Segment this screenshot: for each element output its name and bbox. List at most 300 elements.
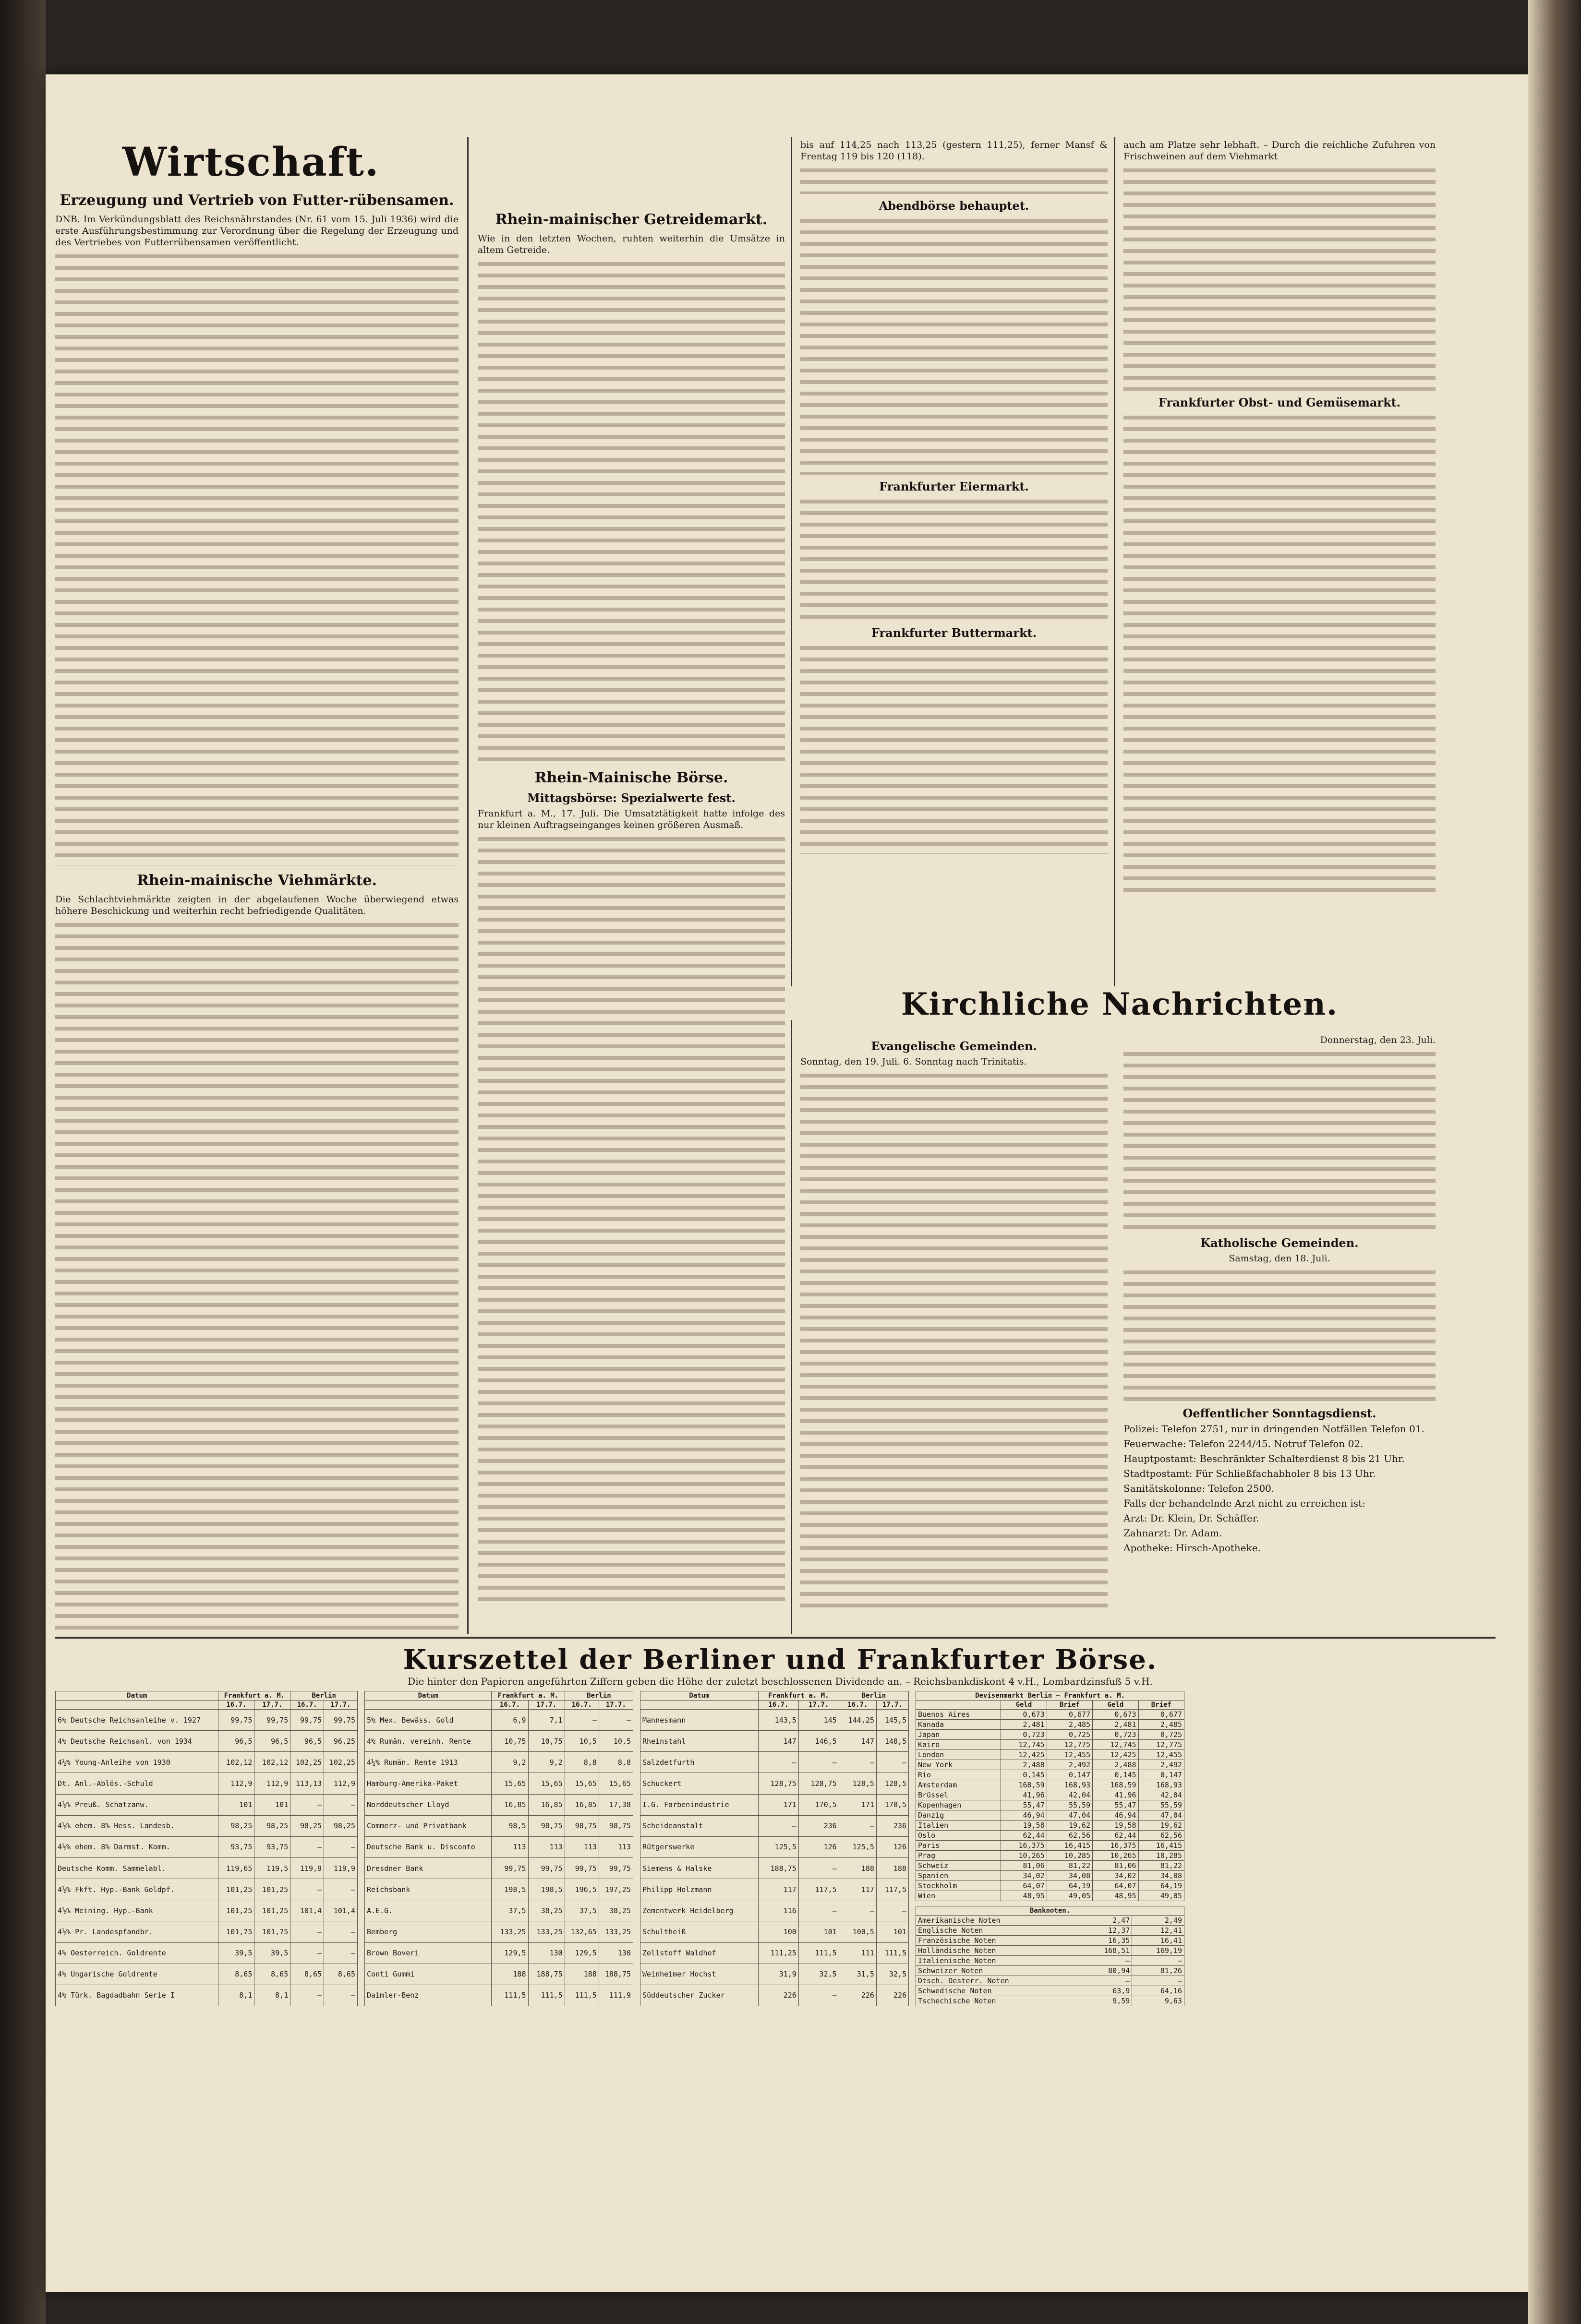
quote-value: 99,75 — [324, 1710, 358, 1731]
quote-value: 96,5 — [218, 1731, 254, 1752]
table-row — [640, 1710, 909, 1731]
quote-value: 188,75 — [599, 1964, 633, 1985]
security-name: Rio — [916, 1770, 1001, 1780]
col-ffm: Frankfurt a. M. — [758, 1691, 839, 1701]
quote-value: 129,5 — [492, 1942, 528, 1964]
col-berlin: Berlin — [290, 1691, 358, 1701]
quote-value: 98,75 — [565, 1815, 599, 1836]
quote-value: 101,25 — [254, 1879, 290, 1900]
quote-value: — — [1080, 1976, 1132, 1986]
quote-value: — — [324, 1921, 358, 1942]
quote-value: 10,5 — [565, 1731, 599, 1752]
quote-value: 41,96 — [1093, 1790, 1138, 1800]
quote-value: 101,4 — [324, 1900, 358, 1921]
quote-value: 2,481 — [1001, 1720, 1047, 1730]
security-name: A.E.G. — [365, 1900, 492, 1921]
quote-value: 10,285 — [1138, 1851, 1184, 1861]
church-date: Sonntag, den 19. Juli. 6. Sonntag nach Trinitatis. — [800, 1056, 1027, 1067]
security-name: 4½% ehem. 8% Darmst. Komm. — [56, 1836, 218, 1857]
quote-value: 98,25 — [290, 1815, 324, 1836]
quote-value: 132,65 — [565, 1921, 599, 1942]
quote-value: 98,5 — [492, 1815, 528, 1836]
quote-value: 133,25 — [528, 1921, 565, 1942]
security-name: Schweiz — [916, 1861, 1001, 1871]
quote-value: 81,06 — [1001, 1861, 1047, 1871]
quote-value: — — [1132, 1976, 1184, 1986]
table-row — [365, 1921, 633, 1942]
quote-value: 10,265 — [1001, 1851, 1047, 1861]
article-title: Abendbörse behauptet. — [879, 199, 1029, 213]
security-name: Spanien — [916, 1871, 1001, 1881]
quote-value: 188 — [492, 1964, 528, 1985]
table-row — [916, 1916, 1184, 1926]
church-listing-text — [1123, 1267, 1436, 1402]
quote-value: 0,147 — [1047, 1770, 1092, 1780]
quote-value: 171 — [839, 1794, 876, 1815]
quote-value: 12,745 — [1093, 1740, 1138, 1750]
service-hauptpostamt: Hauptpostamt: Beschränkter Schalterdienst 8 bis 21 Uhr. — [1123, 1453, 1405, 1464]
quote-value: 34,02 — [1093, 1871, 1138, 1881]
security-name: Deutsche Komm. Sammelabl. — [56, 1857, 218, 1879]
security-name: Schwedische Noten — [916, 1986, 1080, 1996]
quote-value: 16,85 — [565, 1794, 599, 1815]
table-row — [916, 1851, 1184, 1861]
quote-value: 145 — [798, 1710, 839, 1731]
table-row — [640, 1731, 909, 1752]
quote-value: 101,75 — [218, 1921, 254, 1942]
security-name: 4½% Preuß. Schatzanw. — [56, 1794, 218, 1815]
quote-value: 102,25 — [324, 1752, 358, 1773]
table-row — [56, 1836, 358, 1857]
quote-value: 188 — [839, 1857, 876, 1879]
security-name: 4½% Meining. Hyp.-Bank — [56, 1900, 218, 1921]
security-name: Zellstoff Waldhof — [640, 1942, 759, 1964]
table-row — [916, 1810, 1184, 1821]
quote-value: 16,35 — [1080, 1936, 1132, 1946]
quote-value: 111,5 — [492, 1985, 528, 2006]
quote-value: 198,5 — [528, 1879, 565, 1900]
quote-value: 99,75 — [254, 1710, 290, 1731]
quote-value: 0,723 — [1001, 1730, 1047, 1740]
table-row — [56, 1710, 358, 1731]
quote-value: 10,285 — [1047, 1851, 1092, 1861]
table-row — [916, 1841, 1184, 1851]
quote-value: 111 — [839, 1942, 876, 1964]
quote-value: 113,13 — [290, 1773, 324, 1794]
quote-value: 130 — [599, 1942, 633, 1964]
devisen-col — [916, 1701, 1001, 1710]
quote-value: 129,5 — [565, 1942, 599, 1964]
quote-value: 111,25 — [758, 1942, 798, 1964]
col-date: 16.7. — [758, 1701, 798, 1710]
table-row — [56, 1985, 358, 2006]
quote-value: 15,65 — [599, 1773, 633, 1794]
quote-value: — — [290, 1879, 324, 1900]
quote-value: — — [758, 1815, 798, 1836]
church-date: Donnerstag, den 23. Juli. — [1320, 1035, 1436, 1045]
kurszettel-title: Kurszettel der Berliner und Frankfurter Börse. — [403, 1644, 1158, 1676]
quote-value: 93,75 — [254, 1836, 290, 1857]
quote-value: 128,75 — [798, 1773, 839, 1794]
quote-value: 117 — [758, 1879, 798, 1900]
quote-value: 19,62 — [1138, 1821, 1184, 1831]
quote-value: 98,75 — [528, 1815, 565, 1836]
quote-value: 81,22 — [1138, 1861, 1184, 1871]
quote-value: 98,25 — [218, 1815, 254, 1836]
security-name: 4% Oesterreich. Goldrente — [56, 1942, 218, 1964]
quote-value: 12,775 — [1047, 1740, 1092, 1750]
quote-value: 64,07 — [1001, 1881, 1047, 1891]
quote-value: 34,08 — [1138, 1871, 1184, 1881]
security-name: Siemens & Halske — [640, 1857, 759, 1879]
quote-value: 119,5 — [254, 1857, 290, 1879]
kurszettel-subtitle: Die hinter den Papieren angeführten Ziffern geben die Höhe der zuletzt beschlossenen Dividende an. – Reichsbankdiskont 4 v.H., Lombardzinsfuß 5 v.H. — [408, 1676, 1153, 1687]
quote-value: 168,51 — [1080, 1946, 1132, 1956]
quote-value: 101 — [798, 1921, 839, 1942]
devisen-col: Brief — [1138, 1701, 1184, 1710]
article-body-text — [478, 834, 785, 1602]
church-listing-text — [1123, 1049, 1436, 1231]
quote-value: 101,75 — [254, 1921, 290, 1942]
quote-value: 101 — [876, 1921, 908, 1942]
service-zahnarzt: Zahnarzt: Dr. Adam. — [1123, 1527, 1222, 1539]
quote-value: 111,5 — [528, 1985, 565, 2006]
quote-value: 113 — [599, 1836, 633, 1857]
quote-value: — — [798, 1985, 839, 2006]
security-name: Italien — [916, 1821, 1001, 1831]
quote-value: 119,65 — [218, 1857, 254, 1879]
quote-value: 47,04 — [1138, 1810, 1184, 1821]
quote-value: 0,725 — [1138, 1730, 1184, 1740]
church-group-title: Katholische Gemeinden. — [1200, 1236, 1359, 1250]
service-apotheke: Apotheke: Hirsch-Apotheke. — [1123, 1542, 1261, 1554]
quote-value: 117 — [839, 1879, 876, 1900]
kurs-table-2 — [364, 1691, 633, 2006]
security-name: Kopenhagen — [916, 1800, 1001, 1810]
quote-value: 8,65 — [290, 1964, 324, 1985]
quote-value: 62,56 — [1138, 1831, 1184, 1841]
security-name: Französische Noten — [916, 1936, 1080, 1946]
quote-value: 15,65 — [492, 1773, 528, 1794]
quote-value: 9,2 — [492, 1752, 528, 1773]
column-rule — [791, 137, 792, 986]
security-name: 4% Ungarische Goldrente — [56, 1964, 218, 1985]
quote-value: 17,38 — [599, 1794, 633, 1815]
col-date: 17.7. — [876, 1701, 908, 1710]
kurs-table-3 — [640, 1691, 909, 2006]
quote-value: 34,08 — [1047, 1871, 1092, 1881]
quote-value: 2,485 — [1138, 1720, 1184, 1730]
col-date: 17.7. — [254, 1701, 290, 1710]
quote-value: 31,9 — [758, 1964, 798, 1985]
quote-value: 8,1 — [218, 1985, 254, 2006]
quote-value: 12,745 — [1001, 1740, 1047, 1750]
security-name: 5% Mex. Bewäss. Gold — [365, 1710, 492, 1731]
table-row — [640, 1942, 909, 1964]
quote-value: 100 — [758, 1921, 798, 1942]
security-name: 4½% Fkft. Hyp.-Bank Goldpf. — [56, 1879, 218, 1900]
quote-value: 0,673 — [1001, 1710, 1047, 1720]
quote-value: — — [1132, 1956, 1184, 1966]
quote-value: 168,93 — [1138, 1780, 1184, 1790]
devisen-col: Geld — [1093, 1701, 1138, 1710]
security-name: Dtsch. Oesterr. Noten — [916, 1976, 1080, 1986]
quote-value: 49,05 — [1138, 1891, 1184, 1901]
devisen-col: Geld — [1001, 1701, 1047, 1710]
article-title: Rhein-mainischer Getreidemarkt. — [495, 211, 768, 228]
table-row — [916, 1871, 1184, 1881]
table-row — [640, 1921, 909, 1942]
quote-value: 128,5 — [876, 1773, 908, 1794]
table-row — [365, 1752, 633, 1773]
quote-value: 2,492 — [1047, 1760, 1092, 1770]
quote-value: 101,4 — [290, 1900, 324, 1921]
quote-value: 12,455 — [1047, 1750, 1092, 1760]
col-date: 16.7. — [565, 1701, 599, 1710]
security-name: Deutsche Bank u. Disconto — [365, 1836, 492, 1857]
church-group-title: Evangelische Gemeinden. — [871, 1039, 1037, 1053]
security-name: Commerz- und Privatbank — [365, 1815, 492, 1836]
quote-value: — — [798, 1857, 839, 1879]
quote-value: 113 — [492, 1836, 528, 1857]
security-name: Englische Noten — [916, 1926, 1080, 1936]
quote-value: 128,5 — [839, 1773, 876, 1794]
quote-value: 93,75 — [218, 1836, 254, 1857]
quote-value: 98,25 — [254, 1815, 290, 1836]
article-subtitle: Mittagsbörse: Spezialwerte fest. — [527, 791, 736, 805]
table-row — [916, 1710, 1184, 1720]
col-date: 17.7. — [599, 1701, 633, 1710]
col-date: 16.7. — [839, 1701, 876, 1710]
quote-value: 102,12 — [254, 1752, 290, 1773]
banknoten-title: Banknoten. — [916, 1906, 1184, 1916]
security-name: 4% Rumän. vereinh. Rente — [365, 1731, 492, 1752]
table-row — [56, 1773, 358, 1794]
quote-value: 101,25 — [254, 1900, 290, 1921]
service-title: Oeffentlicher Sonntagsdienst. — [1183, 1406, 1376, 1420]
article-body-text — [1123, 412, 1436, 892]
section-title-wirtschaft: Wirtschaft. — [122, 139, 380, 185]
article-lead: DNB. Im Verkündungsblatt des Reichsnährstandes (Nr. 61 vom 15. Juli 1936) wird die erste Ausführungsbestimmung zur Verordnung über die Regelung der Erzeugung und des Vertriebes von Futterrübensamen veröffentlicht. — [55, 214, 459, 248]
quote-value: 12,41 — [1132, 1926, 1184, 1936]
quote-value: 0,725 — [1047, 1730, 1092, 1740]
quote-value: 133,25 — [599, 1921, 633, 1942]
security-name: Holländische Noten — [916, 1946, 1080, 1956]
security-name: 4½% Pr. Landespfandbr. — [56, 1921, 218, 1942]
quote-value: 80,94 — [1080, 1966, 1132, 1976]
quote-value: 117,5 — [876, 1879, 908, 1900]
security-name: Conti Gummi — [365, 1964, 492, 1985]
devisen-col: Brief — [1047, 1701, 1092, 1710]
table-row — [640, 1752, 909, 1773]
table-row — [916, 1780, 1184, 1790]
table-row — [365, 1900, 633, 1921]
quote-value: 125,5 — [839, 1836, 876, 1857]
quote-value: — — [324, 1836, 358, 1857]
quote-value: 10,75 — [528, 1731, 565, 1752]
col-date: 17.7. — [324, 1701, 358, 1710]
quote-value: 0,145 — [1093, 1770, 1138, 1780]
table-row — [56, 1879, 358, 1900]
quote-value: 130 — [528, 1942, 565, 1964]
quote-value: 42,04 — [1047, 1790, 1092, 1800]
col-berlin: Berlin — [565, 1691, 633, 1701]
quote-value: 226 — [758, 1985, 798, 2006]
quote-value: — — [290, 1985, 324, 2006]
table-row — [916, 1800, 1184, 1810]
article-body-text — [800, 165, 1108, 194]
quote-value: 236 — [876, 1815, 908, 1836]
quote-value: 0,145 — [1001, 1770, 1047, 1780]
security-name: Dresdner Bank — [365, 1857, 492, 1879]
table-row — [365, 1794, 633, 1815]
security-name: Wien — [916, 1891, 1001, 1901]
article-body-text — [800, 643, 1108, 854]
security-name: Mannesmann — [640, 1710, 759, 1731]
security-name: 4% Deutsche Reichsanl. von 1934 — [56, 1731, 218, 1752]
article-lead: Wie in den letzten Wochen, ruhten weiterhin die Umsätze in altem Getreide. — [478, 233, 785, 255]
col-date: 17.7. — [798, 1701, 839, 1710]
quote-value: 12,455 — [1138, 1750, 1184, 1760]
quote-value: 2,488 — [1093, 1760, 1138, 1770]
quote-value: 64,19 — [1138, 1881, 1184, 1891]
quote-value: 112,9 — [324, 1773, 358, 1794]
table-row — [640, 1773, 909, 1794]
quote-value: 81,06 — [1093, 1861, 1138, 1871]
quote-value: — — [1080, 1956, 1132, 1966]
quote-value: 133,25 — [492, 1921, 528, 1942]
quote-value: 0,673 — [1093, 1710, 1138, 1720]
quote-value: — — [290, 1921, 324, 1942]
quote-value: 64,16 — [1132, 1986, 1184, 1996]
quote-value: 99,75 — [599, 1857, 633, 1879]
security-name: Brown Boveri — [365, 1942, 492, 1964]
quote-value: 170,5 — [798, 1794, 839, 1815]
quote-value: 119,9 — [290, 1857, 324, 1879]
security-name: London — [916, 1750, 1001, 1760]
security-name: Buenos Aires — [916, 1710, 1001, 1720]
quote-value: 101,25 — [218, 1879, 254, 1900]
quote-value: 117,5 — [798, 1879, 839, 1900]
column-kirche-rechts — [1123, 1034, 1436, 1557]
security-name: Paris — [916, 1841, 1001, 1851]
quote-value: — — [290, 1836, 324, 1857]
security-name: Schultheiß — [640, 1921, 759, 1942]
quote-value: — — [839, 1815, 876, 1836]
kirchliche-nachrichten — [800, 986, 1439, 1022]
article-title: Frankfurter Eiermarkt. — [879, 479, 1029, 493]
quote-value: 16,375 — [1093, 1841, 1138, 1851]
article-title: Rhein-mainische Viehmärkte. — [137, 872, 377, 889]
service-stadtpostamt: Stadtpostamt: Für Schließfachabholer 8 bis 13 Uhr. — [1123, 1468, 1376, 1479]
quote-value: 188 — [565, 1964, 599, 1985]
quote-value: — — [839, 1900, 876, 1921]
quote-value: 8,65 — [254, 1964, 290, 1985]
table-row — [56, 1942, 358, 1964]
table-row — [916, 1861, 1184, 1871]
quote-value: 112,9 — [254, 1773, 290, 1794]
table-row — [916, 1760, 1184, 1770]
quote-value: 188 — [876, 1857, 908, 1879]
security-name: Italienische Noten — [916, 1956, 1080, 1966]
table-row — [640, 1985, 909, 2006]
security-name: Japan — [916, 1730, 1001, 1740]
table-row — [916, 1821, 1184, 1831]
table-row — [365, 1879, 633, 1900]
quote-value: 12,425 — [1093, 1750, 1138, 1760]
col-berlin: Berlin — [839, 1691, 908, 1701]
col-date: 17.7. — [528, 1701, 565, 1710]
quote-value: 8,8 — [599, 1752, 633, 1773]
quote-value: 2,49 — [1132, 1916, 1184, 1926]
quote-value: — — [290, 1794, 324, 1815]
security-name: I.G. Farbenindustrie — [640, 1794, 759, 1815]
quote-value: 198,5 — [492, 1879, 528, 1900]
quote-value: 81,22 — [1047, 1861, 1092, 1871]
quote-value: 16,41 — [1132, 1936, 1184, 1946]
quote-value: 2,481 — [1093, 1720, 1138, 1730]
devisen-table — [916, 1691, 1184, 1901]
quote-value: 197,25 — [599, 1879, 633, 1900]
quote-value: 99,75 — [492, 1857, 528, 1879]
table-row — [916, 1720, 1184, 1730]
quote-value: 46,94 — [1093, 1810, 1138, 1821]
quote-value: 126 — [876, 1836, 908, 1857]
table-row — [56, 1900, 358, 1921]
quote-value: 236 — [798, 1815, 839, 1836]
quote-value: 16,415 — [1047, 1841, 1092, 1851]
quote-value: 188,75 — [758, 1857, 798, 1879]
quote-value: 128,75 — [758, 1773, 798, 1794]
quote-value: 144,25 — [839, 1710, 876, 1731]
quote-value: 111,5 — [565, 1985, 599, 2006]
table-row — [640, 1815, 909, 1836]
quote-value: 55,47 — [1001, 1800, 1047, 1810]
quote-value: 226 — [839, 1985, 876, 2006]
table-row — [916, 1976, 1184, 1986]
section-title-kirchliche: Kirchliche Nachrichten. — [901, 986, 1339, 1022]
quote-value: 226 — [876, 1985, 908, 2006]
quote-value: 112,9 — [218, 1773, 254, 1794]
quote-value: 34,02 — [1001, 1871, 1047, 1881]
security-name: Zementwerk Heidelberg — [640, 1900, 759, 1921]
col-datum: Datum — [640, 1691, 759, 1701]
quote-value: 10,5 — [599, 1731, 633, 1752]
table-row — [916, 1740, 1184, 1750]
quote-value: 38,25 — [599, 1900, 633, 1921]
quote-value: 55,59 — [1047, 1800, 1092, 1810]
quote-value: 9,63 — [1132, 1996, 1184, 2006]
quote-value: 38,25 — [528, 1900, 565, 1921]
security-name: Reichsbank — [365, 1879, 492, 1900]
table-row — [916, 1946, 1184, 1956]
quote-value: 2,492 — [1138, 1760, 1184, 1770]
quote-value: 99,75 — [528, 1857, 565, 1879]
quote-value: 111,5 — [876, 1942, 908, 1964]
col-datum: Datum — [365, 1691, 492, 1701]
column-obstmarkt — [1123, 74, 1436, 892]
security-name: Hamburg-Amerika-Paket — [365, 1773, 492, 1794]
security-name: Bemberg — [365, 1921, 492, 1942]
kurszettel — [55, 1644, 1505, 2006]
quote-value: 16,415 — [1138, 1841, 1184, 1851]
quote-value: 111,9 — [599, 1985, 633, 2006]
article-body-text — [55, 251, 459, 865]
security-name: Amerikanische Noten — [916, 1916, 1080, 1926]
table-row — [365, 1964, 633, 1985]
quote-value: — — [876, 1900, 908, 1921]
quote-value: 15,65 — [528, 1773, 565, 1794]
